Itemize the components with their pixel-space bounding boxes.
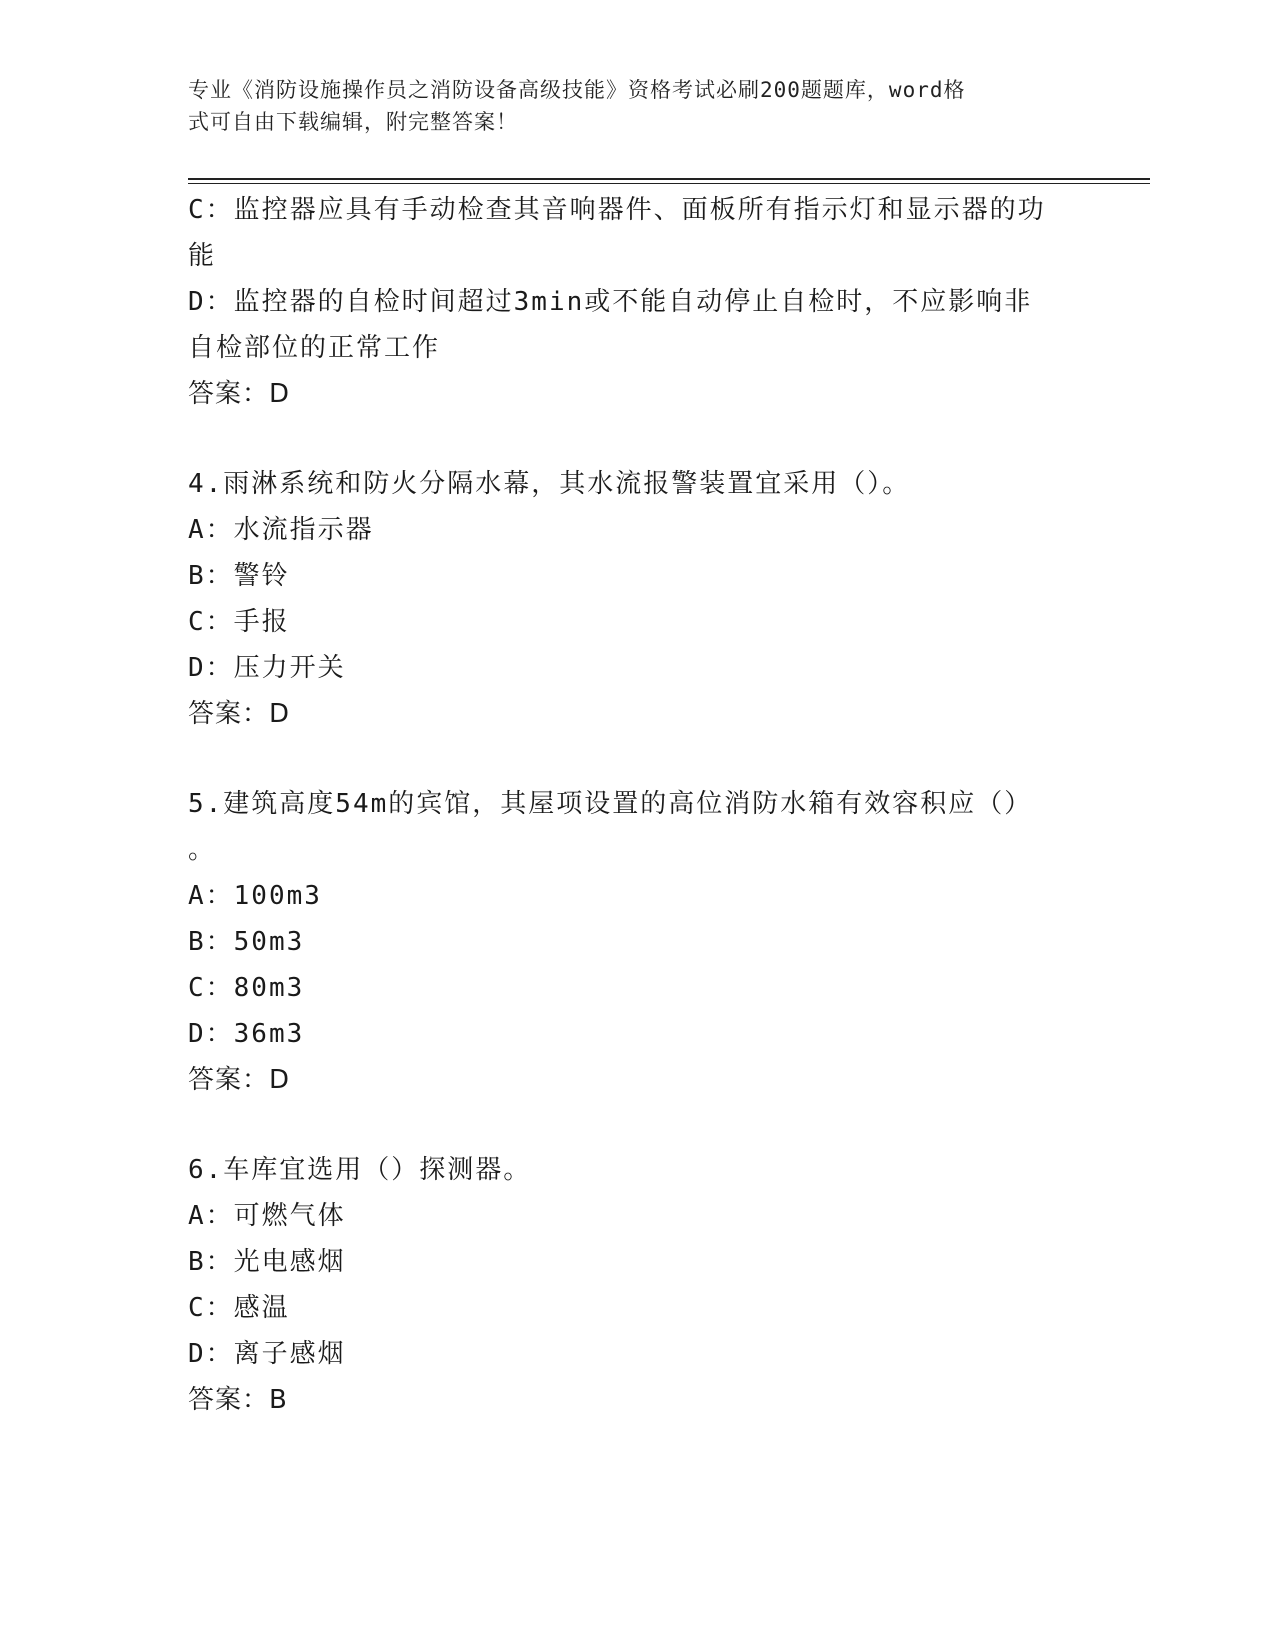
document-header (188, 74, 1068, 138)
option-d: D：压力开关 (188, 653, 346, 683)
spacer (188, 417, 1088, 461)
header-line-1: 专业《消防设施操作员之消防设备高级技能》资格考试必刷200题题库，word格 (188, 78, 966, 102)
header-divider-thick (188, 178, 1150, 180)
option-c-continued: 能 (188, 241, 217, 271)
question-text: 5.建筑高度54m的宾馆，其屋项设置的高位消防水箱有效容积应（） (188, 789, 1033, 819)
option-d: D：离子感烟 (188, 1339, 346, 1369)
option-b: B：光电感烟 (188, 1247, 346, 1277)
answer: 答案：D (188, 379, 291, 409)
question-5 (188, 781, 1088, 1103)
option-c: C：80m3 (188, 973, 305, 1003)
answer: 答案：D (188, 1065, 291, 1095)
question-6 (188, 1147, 1088, 1423)
question-3-continued (188, 187, 1088, 417)
spacer (188, 737, 1088, 781)
option-b: B：警铃 (188, 561, 290, 591)
option-d: D：36m3 (188, 1019, 305, 1049)
option-c: C：手报 (188, 607, 290, 637)
option-c: C：感温 (188, 1293, 290, 1323)
option-d-continued: 自检部位的正常工作 (188, 333, 441, 363)
header-line-2: 式可自由下载编辑，附完整答案！ (188, 110, 518, 134)
question-content (188, 187, 1088, 1423)
question-text: 6.车库宜选用（）探测器。 (188, 1155, 532, 1185)
option-a: A：可燃气体 (188, 1201, 346, 1231)
question-4 (188, 461, 1088, 737)
option-a: A：100m3 (188, 881, 322, 911)
answer: 答案：B (188, 1385, 288, 1415)
option-b: B：50m3 (188, 927, 305, 957)
question-text-continued: 。 (188, 835, 217, 865)
option-c: C：监控器应具有手动检查其音响器件、面板所有指示灯和显示器的功 (188, 195, 1046, 225)
spacer (188, 1103, 1088, 1147)
option-a: A：水流指示器 (188, 515, 374, 545)
option-d: D：监控器的自检时间超过3min或不能自动停止自检时，不应影响非 (188, 287, 1033, 317)
answer: 答案：D (188, 699, 291, 729)
header-divider-thin (188, 183, 1150, 184)
question-text: 4.雨淋系统和防火分隔水幕，其水流报警装置宜采用（）。 (188, 469, 911, 499)
